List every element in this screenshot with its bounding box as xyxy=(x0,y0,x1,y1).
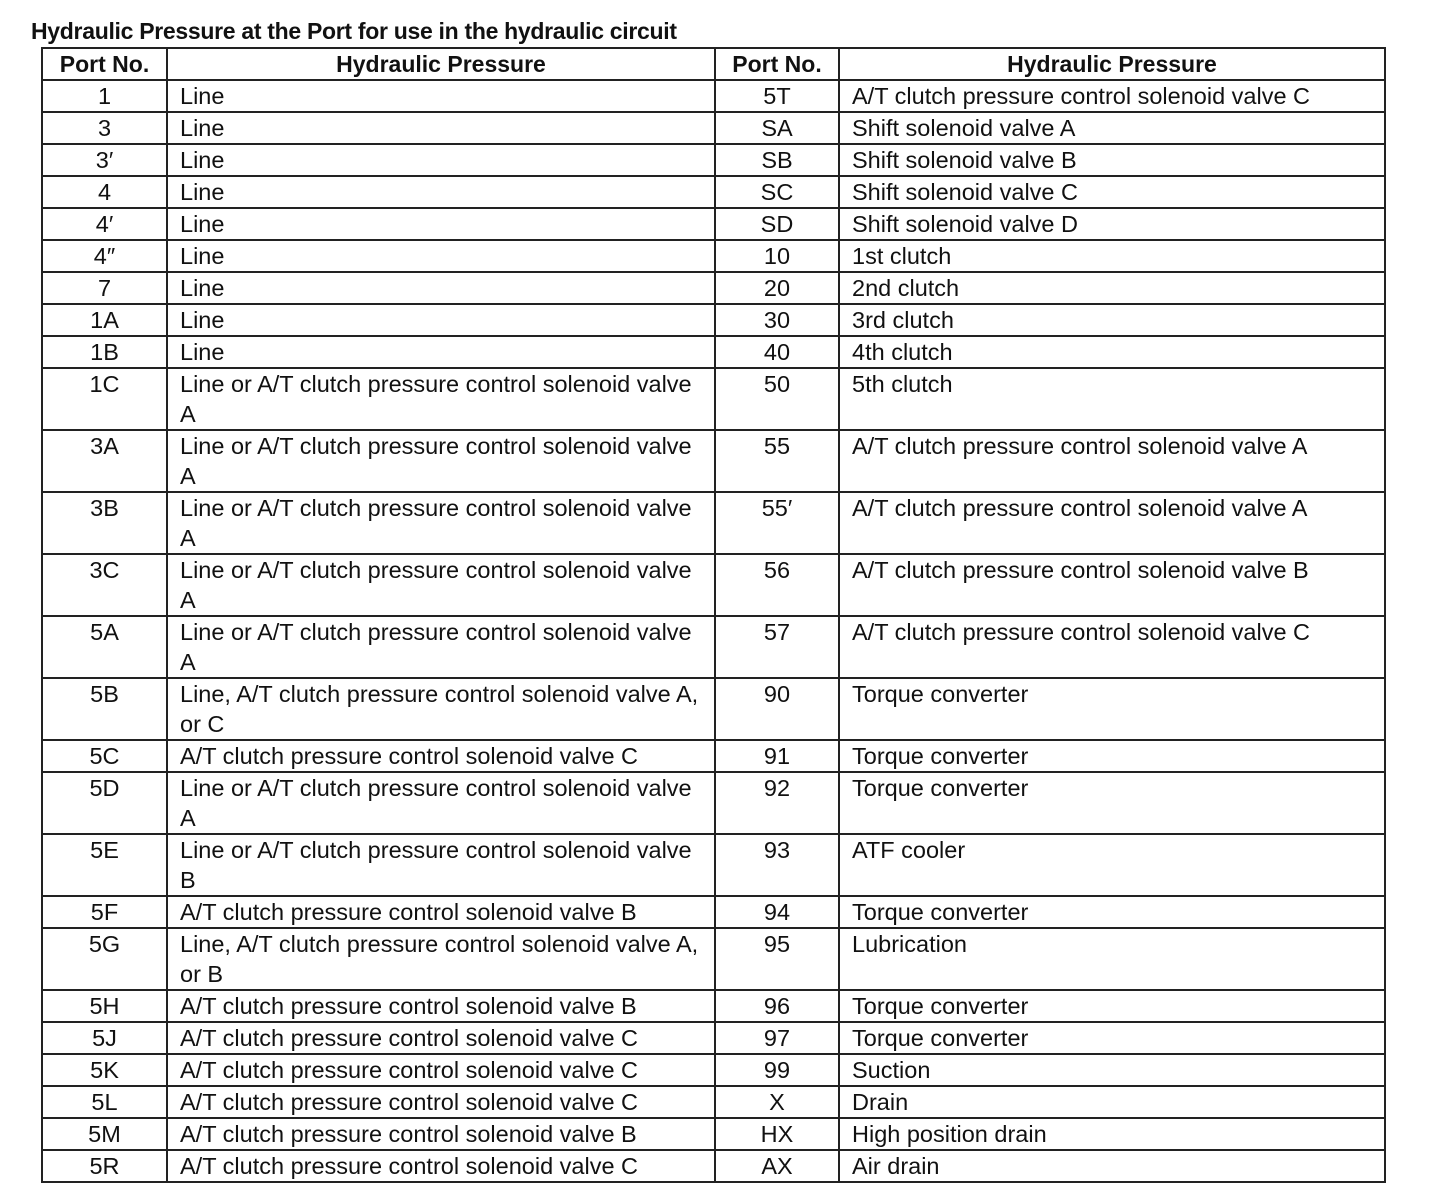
port-no-right-cell: 10 xyxy=(715,240,839,272)
table-row xyxy=(42,772,1385,834)
port-no-left-cell: 3A xyxy=(42,430,167,492)
table-row xyxy=(42,1150,1385,1182)
port-no-left-cell: 5K xyxy=(42,1054,167,1086)
header-port-no-left: Port No. xyxy=(42,48,167,80)
table-row xyxy=(42,208,1385,240)
port-no-left-cell: 1A xyxy=(42,304,167,336)
hydraulic-pressure-right-cell: Shift solenoid valve D xyxy=(839,208,1385,240)
hydraulic-pressure-right-cell: Shift solenoid valve C xyxy=(839,176,1385,208)
hydraulic-pressure-left-cell: A/T clutch pressure control solenoid valve B xyxy=(167,1118,715,1150)
hydraulic-pressure-left-cell: Line or A/T clutch pressure control solenoid valve A xyxy=(167,772,715,834)
table-row xyxy=(42,896,1385,928)
port-no-right-cell: 91 xyxy=(715,740,839,772)
hydraulic-pressure-right-cell: 3rd clutch xyxy=(839,304,1385,336)
hydraulic-pressure-left-cell: A/T clutch pressure control solenoid valve C xyxy=(167,1022,715,1054)
table-row xyxy=(42,80,1385,112)
hydraulic-pressure-left-cell: Line or A/T clutch pressure control solenoid valve A xyxy=(167,554,715,616)
table-header-row xyxy=(42,48,1385,80)
header-hydraulic-pressure-right: Hydraulic Pressure xyxy=(839,48,1385,80)
hydraulic-pressure-right-cell: Lubrication xyxy=(839,928,1385,990)
page-title: Hydraulic Pressure at the Port for use in the hydraulic circuit xyxy=(31,18,677,44)
hydraulic-pressure-left-cell: A/T clutch pressure control solenoid valve B xyxy=(167,896,715,928)
port-no-right-cell: SD xyxy=(715,208,839,240)
port-no-right-cell: SB xyxy=(715,144,839,176)
port-no-right-cell: 96 xyxy=(715,990,839,1022)
hydraulic-pressure-left-cell: Line or A/T clutch pressure control solenoid valve A xyxy=(167,368,715,430)
hydraulic-pressure-left-cell: Line or A/T clutch pressure control solenoid valve A xyxy=(167,492,715,554)
port-no-right-cell: 40 xyxy=(715,336,839,368)
table-row xyxy=(42,834,1385,896)
port-no-right-cell: 56 xyxy=(715,554,839,616)
table-row xyxy=(42,678,1385,740)
port-no-left-cell: 5B xyxy=(42,678,167,740)
port-no-right-cell: HX xyxy=(715,1118,839,1150)
port-no-left-cell: 5E xyxy=(42,834,167,896)
hydraulic-pressure-left-cell: A/T clutch pressure control solenoid valve C xyxy=(167,1054,715,1086)
hydraulic-pressure-right-cell: Torque converter xyxy=(839,896,1385,928)
port-no-left-cell: 7 xyxy=(42,272,167,304)
table-row xyxy=(42,240,1385,272)
port-no-left-cell: 3C xyxy=(42,554,167,616)
port-no-left-cell: 1C xyxy=(42,368,167,430)
hydraulic-pressure-right-cell: Air drain xyxy=(839,1150,1385,1182)
port-no-left-cell: 3B xyxy=(42,492,167,554)
hydraulic-pressure-right-cell: 2nd clutch xyxy=(839,272,1385,304)
hydraulic-pressure-left-cell: A/T clutch pressure control solenoid valve C xyxy=(167,1086,715,1118)
hydraulic-pressure-left-cell: A/T clutch pressure control solenoid valve C xyxy=(167,1150,715,1182)
port-no-left-cell: 4′ xyxy=(42,208,167,240)
port-no-right-cell: 20 xyxy=(715,272,839,304)
hydraulic-pressure-right-cell: 5th clutch xyxy=(839,368,1385,430)
port-no-right-cell: AX xyxy=(715,1150,839,1182)
hydraulic-pressure-left-cell: Line xyxy=(167,208,715,240)
hydraulic-pressure-right-cell: Shift solenoid valve B xyxy=(839,144,1385,176)
header-hydraulic-pressure-left: Hydraulic Pressure xyxy=(167,48,715,80)
port-no-right-cell: 94 xyxy=(715,896,839,928)
port-no-left-cell: 1 xyxy=(42,80,167,112)
hydraulic-pressure-left-cell: Line or A/T clutch pressure control solenoid valve A xyxy=(167,616,715,678)
port-no-left-cell: 5J xyxy=(42,1022,167,1054)
port-no-right-cell: 30 xyxy=(715,304,839,336)
port-no-left-cell: 5F xyxy=(42,896,167,928)
table-row xyxy=(42,1118,1385,1150)
hydraulic-pressure-left-cell: Line xyxy=(167,80,715,112)
port-no-right-cell: X xyxy=(715,1086,839,1118)
port-no-left-cell: 5L xyxy=(42,1086,167,1118)
hydraulic-pressure-right-cell: Torque converter xyxy=(839,990,1385,1022)
port-no-left-cell: 1B xyxy=(42,336,167,368)
port-no-right-cell: SC xyxy=(715,176,839,208)
port-no-left-cell: 3 xyxy=(42,112,167,144)
port-no-right-cell: 55′ xyxy=(715,492,839,554)
hydraulic-pressure-right-cell: A/T clutch pressure control solenoid valve B xyxy=(839,554,1385,616)
table-row xyxy=(42,176,1385,208)
port-no-left-cell: 4 xyxy=(42,176,167,208)
hydraulic-pressure-right-cell: 4th clutch xyxy=(839,336,1385,368)
hydraulic-pressure-left-cell: Line xyxy=(167,304,715,336)
port-no-right-cell: 92 xyxy=(715,772,839,834)
hydraulic-pressure-right-cell: Torque converter xyxy=(839,1022,1385,1054)
hydraulic-pressure-right-cell: Torque converter xyxy=(839,740,1385,772)
port-no-right-cell: 55 xyxy=(715,430,839,492)
hydraulic-pressure-right-cell: A/T clutch pressure control solenoid valve C xyxy=(839,616,1385,678)
table-row xyxy=(42,990,1385,1022)
hydraulic-pressure-left-cell: A/T clutch pressure control solenoid valve C xyxy=(167,740,715,772)
port-no-left-cell: 5R xyxy=(42,1150,167,1182)
hydraulic-pressure-right-cell: Drain xyxy=(839,1086,1385,1118)
table-row xyxy=(42,1086,1385,1118)
table-row xyxy=(42,430,1385,492)
table-row xyxy=(42,492,1385,554)
hydraulic-pressure-left-cell: Line xyxy=(167,336,715,368)
table-row xyxy=(42,616,1385,678)
hydraulic-pressure-right-cell: A/T clutch pressure control solenoid valve C xyxy=(839,80,1385,112)
port-no-right-cell: 5T xyxy=(715,80,839,112)
hydraulic-pressure-left-cell: Line or A/T clutch pressure control solenoid valve A xyxy=(167,430,715,492)
hydraulic-pressure-left-cell: Line xyxy=(167,176,715,208)
port-no-right-cell: SA xyxy=(715,112,839,144)
hydraulic-pressure-right-cell: Torque converter xyxy=(839,772,1385,834)
hydraulic-pressure-right-cell: A/T clutch pressure control solenoid valve A xyxy=(839,492,1385,554)
port-no-right-cell: 90 xyxy=(715,678,839,740)
table-row xyxy=(42,336,1385,368)
port-no-left-cell: 5C xyxy=(42,740,167,772)
port-pressure-table xyxy=(41,47,1386,1183)
table-row xyxy=(42,144,1385,176)
table-row xyxy=(42,304,1385,336)
hydraulic-pressure-right-cell: 1st clutch xyxy=(839,240,1385,272)
hydraulic-pressure-left-cell: Line, A/T clutch pressure control solenoid valve A, or C xyxy=(167,678,715,740)
port-no-left-cell: 4″ xyxy=(42,240,167,272)
hydraulic-pressure-right-cell: High position drain xyxy=(839,1118,1385,1150)
hydraulic-pressure-left-cell: Line or A/T clutch pressure control solenoid valve B xyxy=(167,834,715,896)
table-row xyxy=(42,272,1385,304)
port-no-left-cell: 5M xyxy=(42,1118,167,1150)
hydraulic-pressure-right-cell: A/T clutch pressure control solenoid valve A xyxy=(839,430,1385,492)
port-no-left-cell: 5A xyxy=(42,616,167,678)
hydraulic-pressure-left-cell: Line xyxy=(167,272,715,304)
table-row xyxy=(42,740,1385,772)
table-row xyxy=(42,112,1385,144)
port-no-right-cell: 93 xyxy=(715,834,839,896)
port-no-right-cell: 57 xyxy=(715,616,839,678)
hydraulic-pressure-right-cell: ATF cooler xyxy=(839,834,1385,896)
port-no-left-cell: 3′ xyxy=(42,144,167,176)
hydraulic-pressure-left-cell: A/T clutch pressure control solenoid valve B xyxy=(167,990,715,1022)
port-no-right-cell: 50 xyxy=(715,368,839,430)
header-port-no-right: Port No. xyxy=(715,48,839,80)
port-no-right-cell: 99 xyxy=(715,1054,839,1086)
table-row xyxy=(42,928,1385,990)
hydraulic-pressure-left-cell: Line xyxy=(167,240,715,272)
port-no-left-cell: 5G xyxy=(42,928,167,990)
table-row xyxy=(42,368,1385,430)
hydraulic-pressure-left-cell: Line xyxy=(167,112,715,144)
port-no-left-cell: 5H xyxy=(42,990,167,1022)
hydraulic-pressure-right-cell: Suction xyxy=(839,1054,1385,1086)
table-row xyxy=(42,554,1385,616)
table-row xyxy=(42,1054,1385,1086)
table-row xyxy=(42,1022,1385,1054)
table-body xyxy=(42,80,1385,1182)
hydraulic-pressure-left-cell: Line xyxy=(167,144,715,176)
port-no-right-cell: 97 xyxy=(715,1022,839,1054)
port-no-right-cell: 95 xyxy=(715,928,839,990)
hydraulic-pressure-left-cell: Line, A/T clutch pressure control solenoid valve A, or B xyxy=(167,928,715,990)
hydraulic-pressure-right-cell: Torque converter xyxy=(839,678,1385,740)
hydraulic-pressure-right-cell: Shift solenoid valve A xyxy=(839,112,1385,144)
port-no-left-cell: 5D xyxy=(42,772,167,834)
